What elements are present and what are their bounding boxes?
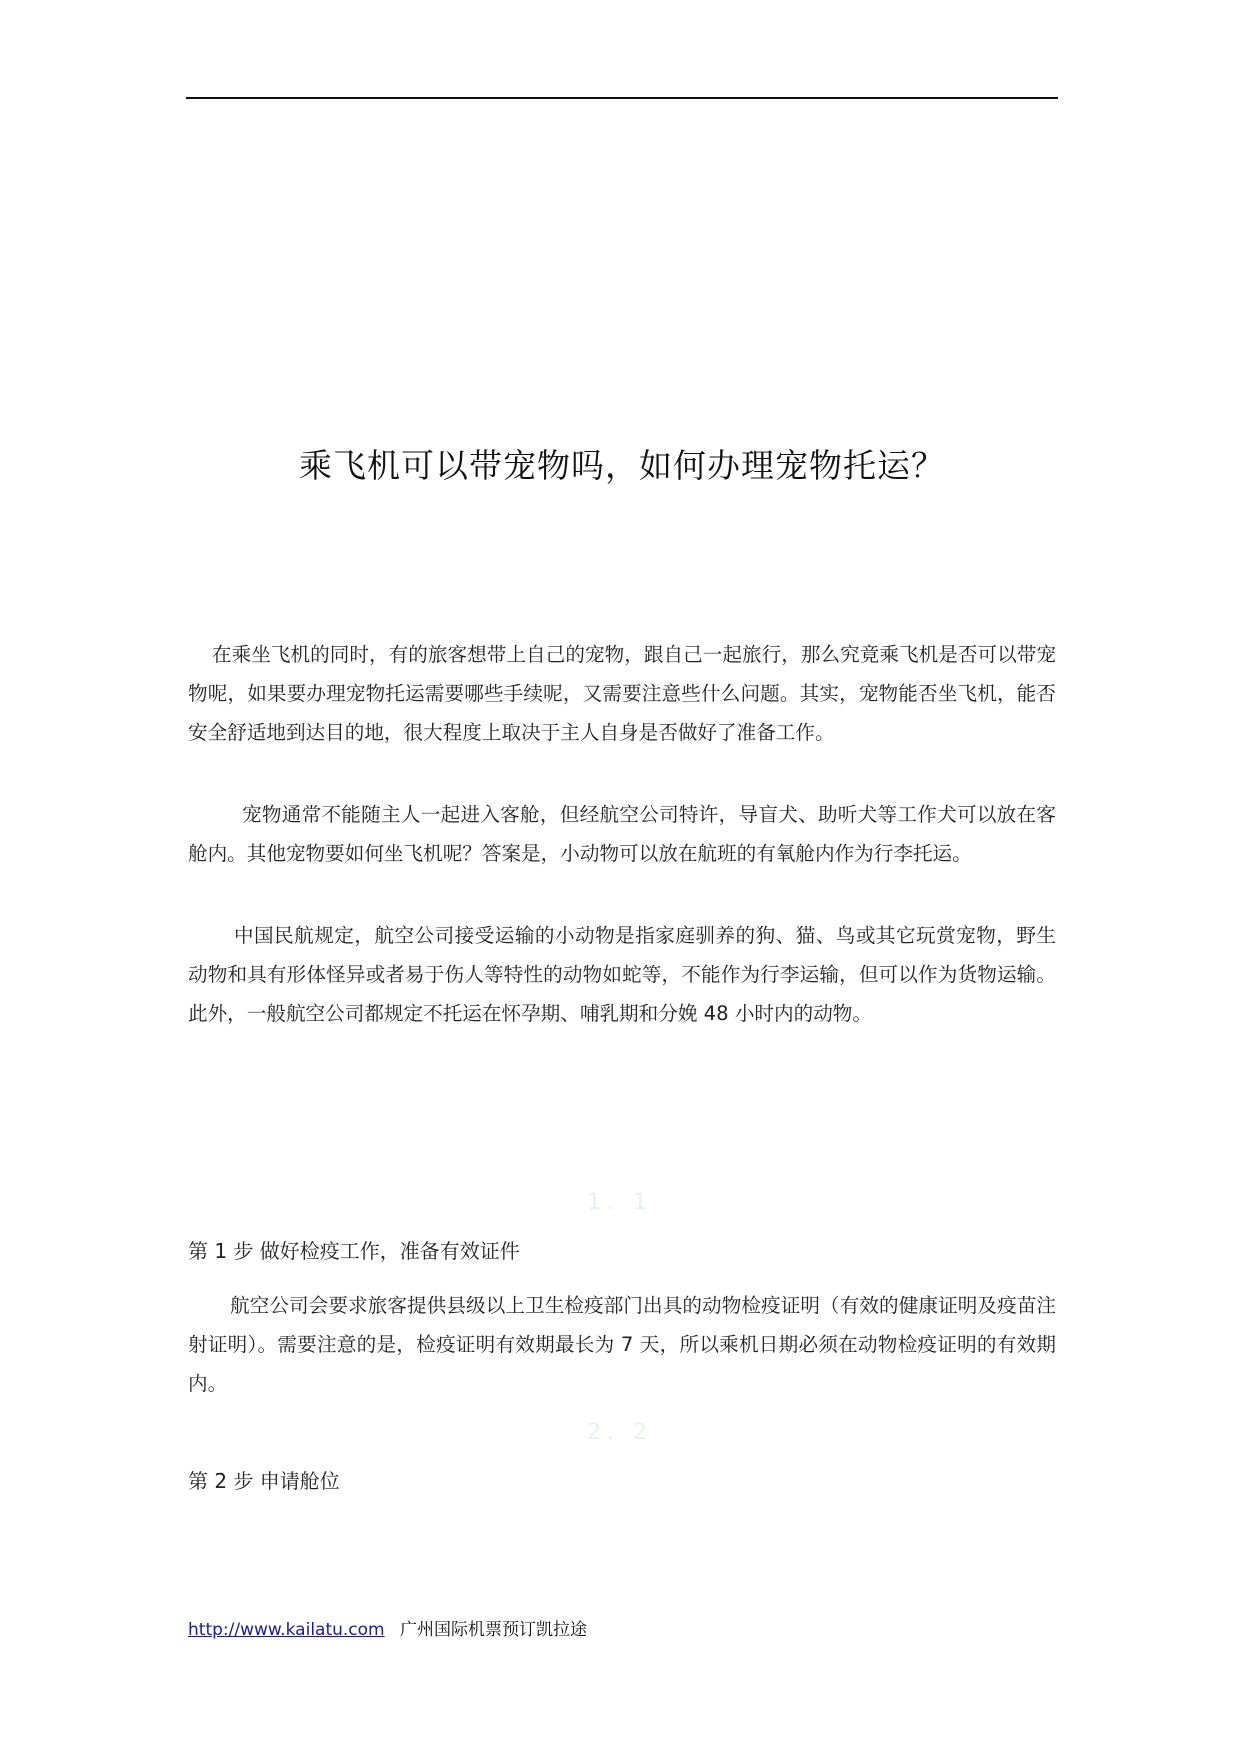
intro-paragraph: 在乘坐飞机的同时，有的旅客想带上自己的宠物，跟自己一起旅行，那么究竟乘飞机是否可以带宠物呢，如果要办理宠物托运需要哪些手续呢，又需要注意些什么问题。其实，宠物能否坐飞机，能否安全舒适地到达目的地，很大程度上取决于主人自身是否做好了准备工作。: [188, 643, 1056, 744]
step-1-marker: 1. 1: [587, 1190, 653, 1215]
footer: [188, 1615, 587, 1640]
footer-website-link[interactable]: http://www.kailatu.com: [188, 1620, 385, 1640]
step-1-body: 航空公司会要求旅客提供县级以上卫生检疫部门出具的动物检疫证明（有效的健康证明及疫苗注射证明）。需要注意的是，检疫证明有效期最长为 7 天，所以乘机日期必须在动物检疫证明的有效期内。: [188, 1294, 1056, 1395]
document-title: 乘飞机可以带宠物吗，如何办理宠物托运？: [299, 446, 945, 485]
cabin-rules-paragraph: 宠物通常不能随主人一起进入客舱，但经航空公司特许，导盲犬、助听犬等工作犬可以放在客舱内。其他宠物要如何坐飞机呢？答案是，小动物可以放在航班的有氧舱内作为行李托运。: [188, 803, 1056, 865]
step-1-heading: 第 1 步 做好检疫工作，准备有效证件: [188, 1239, 520, 1263]
step-2-heading: 第 2 步 申请舱位: [188, 1469, 340, 1493]
caac-rules-paragraph: 中国民航规定，航空公司接受运输的小动物是指家庭驯养的狗、猫、鸟或其它玩赏宠物，野生动物和具有形体怪异或者易于伤人等特性的动物如蛇等，不能作为行李运输，但可以作为货物运输。此外，一般航空公司都规定不托运在怀孕期、哺乳期和分娩 48 小时内的动物。: [188, 924, 1056, 1025]
step-2-marker: 2. 2: [587, 1420, 653, 1445]
footer-label: 广州国际机票预订凯拉途: [400, 1620, 588, 1640]
header-rule: [186, 97, 1058, 99]
